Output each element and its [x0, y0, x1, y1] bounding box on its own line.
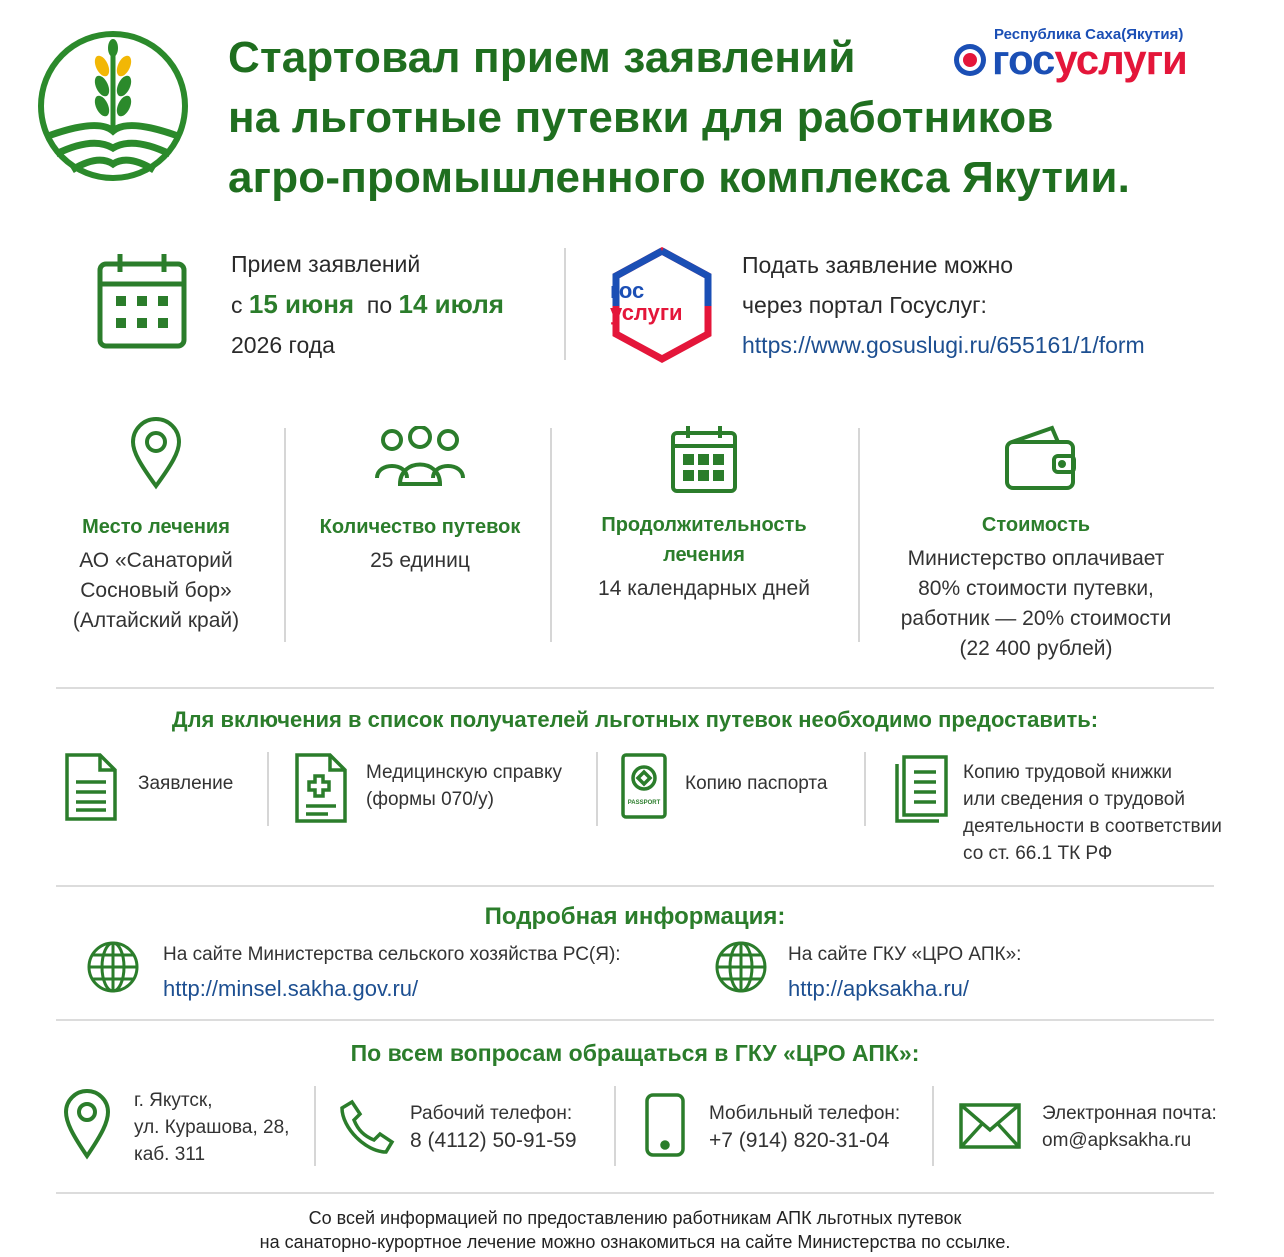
contact-mobile-phone: [709, 1100, 900, 1154]
doc-medical-line: (формы 070/у): [366, 789, 494, 810]
ministry-site-link[interactable]: http://minsel.sakha.gov.ru/: [163, 976, 419, 1001]
yakutia-emblem-icon: [952, 42, 988, 78]
medical-document-icon: [294, 752, 348, 824]
work-phone-label: Рабочий телефон:: [410, 1103, 573, 1124]
badge-uslugi: услуги: [610, 300, 683, 325]
gosuslugi-badge: [608, 246, 716, 364]
title-line-2: на льготные путевки для работников: [228, 93, 1054, 142]
employment-book-icon: [894, 754, 950, 824]
to-prefix: по: [366, 292, 393, 318]
envelope-icon: [958, 1102, 1022, 1150]
doc-medical-line: Медицинскую справку: [366, 762, 562, 783]
title-line-1: Стартовал прием заявлений: [228, 33, 856, 82]
contacts-heading: По всем вопросам обращаться в ГКУ «ЦРО АПК»:: [350, 1040, 920, 1066]
from-prefix: с: [231, 292, 243, 318]
doc-employment-line: деятельности в соответствии: [963, 816, 1222, 837]
portal-link[interactable]: https://www.gosuslugi.ru/655161/1/form: [742, 332, 1145, 358]
ministry-site-label: На сайте Министерства сельского хозяйства РС(Я):: [163, 944, 621, 965]
work-phone-number[interactable]: 8 (4112) 50-91-59: [410, 1129, 577, 1152]
contact-address: [134, 1087, 289, 1168]
to-date: 14 июля: [398, 289, 504, 319]
globe-icon: [714, 940, 768, 994]
fact-cost-line: Министерство оплачивает: [907, 547, 1165, 570]
from-date: 15 июня: [248, 289, 355, 319]
documents-heading: Для включения в список получателей льготных путевок необходимо предоставить:: [171, 707, 1099, 732]
calendar-icon: [96, 252, 188, 350]
globe-icon: [86, 940, 140, 994]
fact-quantity-title: Количество путевок: [319, 516, 521, 538]
passport-word: PASSPORT: [627, 800, 661, 806]
application-year: 2026 года: [231, 332, 335, 358]
fact-cost-line: работник — 20% стоимости: [900, 607, 1172, 630]
people-group-icon: [374, 426, 466, 488]
gosuslugi-gos: гос: [992, 36, 1055, 83]
mobile-number[interactable]: +7 (914) 820-31-04: [709, 1129, 890, 1152]
badge-gos: гос: [610, 278, 645, 303]
fact-cost: [876, 510, 1196, 664]
fact-location: [40, 512, 272, 636]
portal-line-2: через портал Госуслуг:: [742, 292, 987, 318]
passport-icon: [620, 752, 668, 820]
doc-employment-line: со ст. 66.1 ТК РФ: [963, 843, 1113, 864]
fact-cost-line: (22 400 рублей): [959, 637, 1113, 660]
fact-location-line: (Алтайский край): [72, 609, 240, 632]
doc-employment-book: [963, 759, 1222, 867]
doc-medical: [366, 759, 562, 813]
phone-icon: [338, 1098, 396, 1156]
mobile-label: Мобильный телефон:: [709, 1103, 901, 1124]
location-pin-icon: [62, 1088, 112, 1160]
address-line: ул. Курашова, 28,: [134, 1117, 290, 1138]
email-address[interactable]: om@apksakha.ru: [1042, 1130, 1192, 1151]
fact-quantity: [300, 512, 540, 576]
contact-work-phone: [410, 1100, 577, 1154]
fact-duration-value: 14 календарных дней: [598, 577, 810, 600]
gosuslugi-wordmark: [992, 36, 1187, 84]
fact-duration-title: лечения: [663, 544, 745, 566]
application-period: [231, 244, 504, 365]
fact-duration: [566, 510, 842, 604]
apk-site-label: На сайте ГКУ «ЦРО АПК»:: [788, 944, 1022, 965]
doc-employment-line: Копию трудовой книжки: [963, 762, 1173, 783]
fact-location-line: АО «Санаторий: [79, 549, 233, 572]
mobile-phone-icon: [644, 1092, 686, 1158]
location-pin-icon: [128, 416, 184, 490]
footer-line-2: на санаторно-курортное лечение можно ознакомиться на сайте Министерства по ссылке.: [259, 1232, 1011, 1252]
fact-location-title: Место лечения: [82, 516, 230, 538]
footer-line-1: Со всей информацией по предоставлению работникам АПК льготных путевок: [308, 1208, 962, 1228]
document-icon: [64, 752, 118, 822]
footer-note: [56, 1206, 1214, 1254]
email-label: Электронная почта:: [1042, 1103, 1217, 1124]
fact-quantity-value: 25 единиц: [370, 549, 470, 572]
doc-application: Заявление: [138, 773, 234, 794]
calendar-duration-icon: [670, 424, 738, 494]
fact-cost-title: Стоимость: [981, 514, 1091, 536]
address-line: г. Якутск,: [134, 1090, 213, 1111]
gosuslugi-uslugi: услуги: [1054, 36, 1187, 83]
gosuslugi-logo: [952, 26, 1252, 86]
portal-line-1: Подать заявление можно: [742, 252, 1014, 278]
doc-passport: Копию паспорта: [685, 773, 828, 794]
fact-location-line: Сосновый бор»: [80, 579, 232, 602]
address-line: каб. 311: [134, 1144, 206, 1165]
wheat-field-logo-icon: [38, 26, 188, 186]
application-label: Прием заявлений: [231, 251, 421, 277]
fact-duration-title: Продолжительность: [601, 514, 807, 536]
ministry-logo: [38, 26, 188, 186]
more-info-heading: Подробная информация:: [484, 903, 786, 930]
contact-email: [1042, 1100, 1217, 1154]
fact-cost-line: 80% стоимости путевки,: [918, 577, 1154, 600]
gosuslugi-region: Республика Саха(Якутия): [994, 26, 1184, 43]
portal-info: [742, 245, 1145, 365]
apk-site-link[interactable]: http://apksakha.ru/: [788, 976, 969, 1001]
wallet-icon: [1004, 424, 1078, 492]
title-line-3: агро-промышленного комплекса Якутии.: [228, 153, 1131, 202]
doc-employment-line: или сведения о трудовой: [963, 789, 1185, 810]
